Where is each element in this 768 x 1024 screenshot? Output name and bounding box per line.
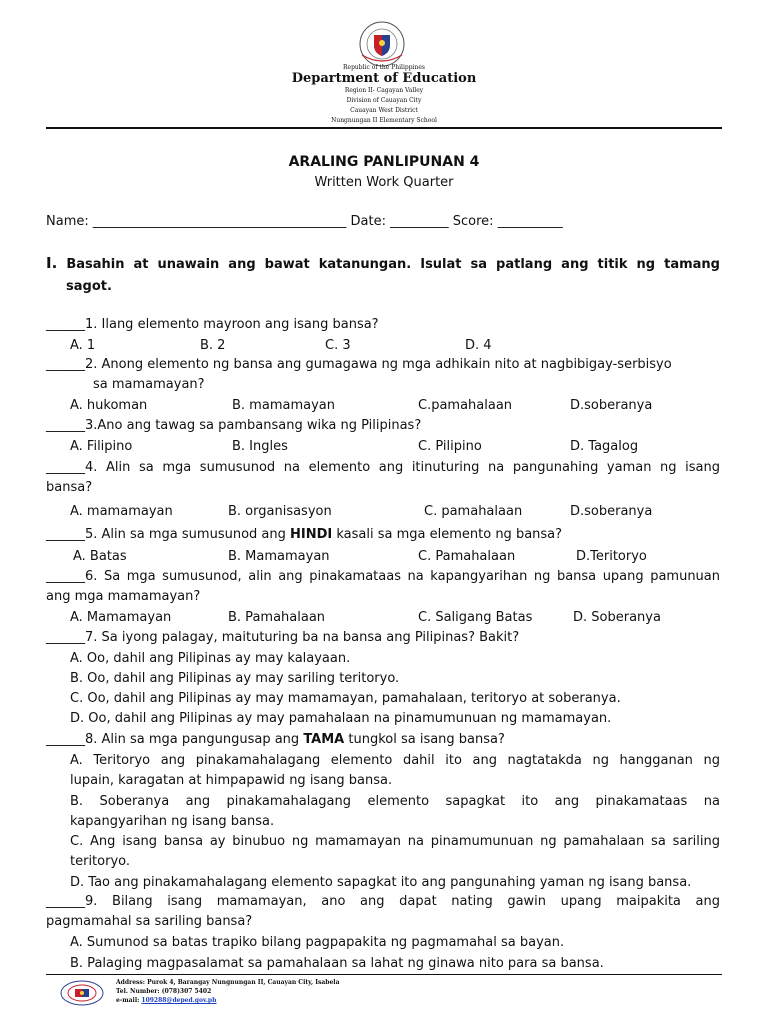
email-link[interactable]: 109288@deped.gov.ph	[141, 997, 217, 1004]
email-label: e-mail:	[116, 997, 142, 1004]
option-d: D.Teritoryo	[576, 549, 647, 564]
footer-email	[116, 997, 217, 1004]
option-d: D. Soberanya	[573, 610, 661, 625]
option-d: D. Oo, dahil ang Pilipinas ay may pamahalaan na pinamumunuan ng mamamayan.	[70, 711, 612, 726]
deped-seal	[354, 21, 410, 67]
answer-blank[interactable]: ______	[46, 732, 85, 747]
answer-blank[interactable]: ______	[46, 569, 85, 584]
option-b: B. Pamahalaan	[228, 610, 326, 625]
question-5	[46, 527, 562, 543]
instruction-line-1	[46, 255, 720, 273]
question-text: 4. Alin sa mga sumusunod na elemento ang itinuturing na pangunahing yaman ng isang	[85, 460, 720, 475]
option-c: C.pamahalaan	[418, 398, 513, 413]
question-2-cont: sa mamamayan?	[93, 377, 205, 392]
department-name: Department of Education	[291, 71, 477, 86]
date-label: Date:	[350, 214, 386, 229]
option-a: A. Teritoryo ang pinakamahalagang elemento dahil ito ang nagtatakda ng hangganan ng	[70, 753, 720, 768]
question-text: 6. Sa mga sumusunod, alin ang pinakamataas na kapangyarihan ng bansa upang pamunuan	[85, 569, 720, 584]
option-c: C. 3	[325, 338, 351, 353]
question-9	[46, 894, 720, 910]
question-3	[46, 418, 421, 434]
region-line: Region II- Cagayan Valley	[344, 87, 424, 94]
option-b: B. Oo, dahil ang Pilipinas ay may sariling teritoryo.	[70, 671, 400, 686]
answer-blank[interactable]: ______	[46, 630, 85, 645]
question-1	[46, 317, 379, 333]
option-b: B. Ingles	[232, 439, 288, 454]
option-a: A. Batas	[73, 549, 127, 564]
option-a: A. Mamamayan	[70, 610, 172, 625]
instruction-text: Basahin at unawain ang bawat katanungan. Isulat sa patlang ang titik ng tamang	[66, 257, 720, 272]
section-number: I.	[46, 254, 58, 272]
option-c: C. Saligang Batas	[418, 610, 533, 625]
date-field[interactable]: _________	[390, 214, 449, 229]
question-8	[46, 732, 505, 748]
name-date-score-row	[46, 214, 563, 230]
option-c-cont: teritoryo.	[70, 854, 130, 869]
option-c: C. Ang isang bansa ay binubuo ng mamamayan na pinamumunuan ng pamahalaan sa sariling	[70, 834, 720, 849]
option-d: D. Tagalog	[570, 439, 639, 454]
footer-divider	[46, 974, 722, 975]
instruction-line-2: sagot.	[66, 279, 112, 294]
answer-blank[interactable]: ______	[46, 460, 85, 475]
option-a: A. 1	[70, 338, 96, 353]
option-a: A. Filipino	[70, 439, 133, 454]
option-b-cont: kapangyarihan ng isang bansa.	[70, 814, 275, 829]
section-instruction	[46, 255, 720, 295]
score-label: Score:	[452, 214, 494, 229]
question-9-cont: pagmamahal sa sariling bansa?	[46, 914, 253, 929]
answer-blank[interactable]: ______	[46, 357, 85, 372]
question-text: 8. Alin sa mga pangungusap ang	[85, 732, 304, 747]
score-field[interactable]: __________	[497, 214, 563, 229]
question-7	[46, 630, 519, 646]
option-d: D. 4	[465, 338, 492, 353]
question-2	[46, 357, 672, 373]
question-text: 3.Ano ang tawag sa pambansang wika ng Pilipinas?	[85, 418, 422, 433]
emphasis-word: HINDI	[290, 527, 333, 542]
option-b: B. Palaging magpasalamat sa pamahalaan sa lahat ng ginawa nito para sa bansa.	[70, 956, 604, 971]
option-b: B. Soberanya ang pinakamahalagang elemento sapagkat ito ang pinakamataas na	[70, 794, 720, 809]
question-4	[46, 460, 720, 476]
footer-tel: Tel. Number: (078)307 5402	[116, 988, 212, 995]
option-c: C. pamahalaan	[424, 504, 523, 519]
answer-blank[interactable]: ______	[46, 418, 85, 433]
question-text-end: tungkol sa isang bansa?	[344, 732, 505, 747]
question-6-cont: ang mga mamamayan?	[46, 589, 201, 604]
option-c: C. Pamahalaan	[418, 549, 516, 564]
question-6	[46, 569, 720, 585]
name-label: Name:	[46, 214, 89, 229]
option-d: D.soberanya	[570, 398, 653, 413]
question-text: 5. Alin sa mga sumusunod ang	[85, 527, 291, 542]
option-b: B. 2	[200, 338, 226, 353]
answer-blank[interactable]: ______	[46, 527, 85, 542]
option-b: B. organisasyon	[228, 504, 332, 519]
option-a: A. Oo, dahil ang Pilipinas ay may kalayaan.	[70, 651, 351, 666]
question-text: 9. Bilang isang mamamayan, ano ang dapat nating gawin upang maipakita ang	[85, 894, 720, 909]
school-logo	[60, 980, 104, 1006]
answer-blank[interactable]: ______	[46, 317, 85, 332]
option-b: B. Mamamayan	[228, 549, 330, 564]
option-d: D. Tao ang pinakamahalagang elemento sapagkat ito ang pangunahing yaman ng isang bansa.	[70, 875, 692, 890]
answer-blank[interactable]: ______	[46, 894, 85, 909]
header-divider	[46, 127, 722, 129]
option-a: A. Sumunod sa batas trapiko bilang pagpapakita ng pagmamahal sa bayan.	[70, 935, 565, 950]
subject-title: ARALING PANLIPUNAN 4	[288, 154, 480, 170]
option-a: A. mamamayan	[70, 504, 173, 519]
option-c: C. Oo, dahil ang Pilipinas ay may mamamayan, pamahalaan, teritoryo at soberanya.	[70, 691, 621, 706]
question-4-cont: bansa?	[46, 480, 93, 495]
option-b: B. mamamayan	[232, 398, 335, 413]
subtitle: Written Work Quarter	[314, 175, 454, 190]
option-a-cont: lupain, karagatan at himpapawid ng isang bansa.	[70, 773, 393, 788]
option-d: D.soberanya	[570, 504, 653, 519]
question-text-end: kasali sa mga elemento ng bansa?	[332, 527, 563, 542]
question-text: 1. Ilang elemento mayroon ang isang bansa?	[85, 317, 379, 332]
district-line: Cauayan West District	[350, 107, 418, 114]
division-line: Division of Cauayan City	[346, 97, 422, 104]
option-c: C. Pilipino	[418, 439, 482, 454]
name-field[interactable]: _______________________________________	[92, 214, 347, 229]
emphasis-word: TAMA	[303, 732, 345, 747]
question-text: 7. Sa iyong palagay, maituturing ba na bansa ang Pilipinas? Bakit?	[85, 630, 520, 645]
option-a: A. hukoman	[70, 398, 148, 413]
footer-address: Address: Purok 4, Barangay Nungnungan II, Cauayan City, Isabela	[116, 979, 340, 986]
school-line: Nungnungan II Elementary School	[331, 117, 437, 124]
question-text: 2. Anong elemento ng bansa ang gumagawa ng mga adhikain nito at nagbibigay-serbisyo	[85, 357, 672, 372]
republic-line: Republic of the Philippines	[343, 64, 425, 71]
